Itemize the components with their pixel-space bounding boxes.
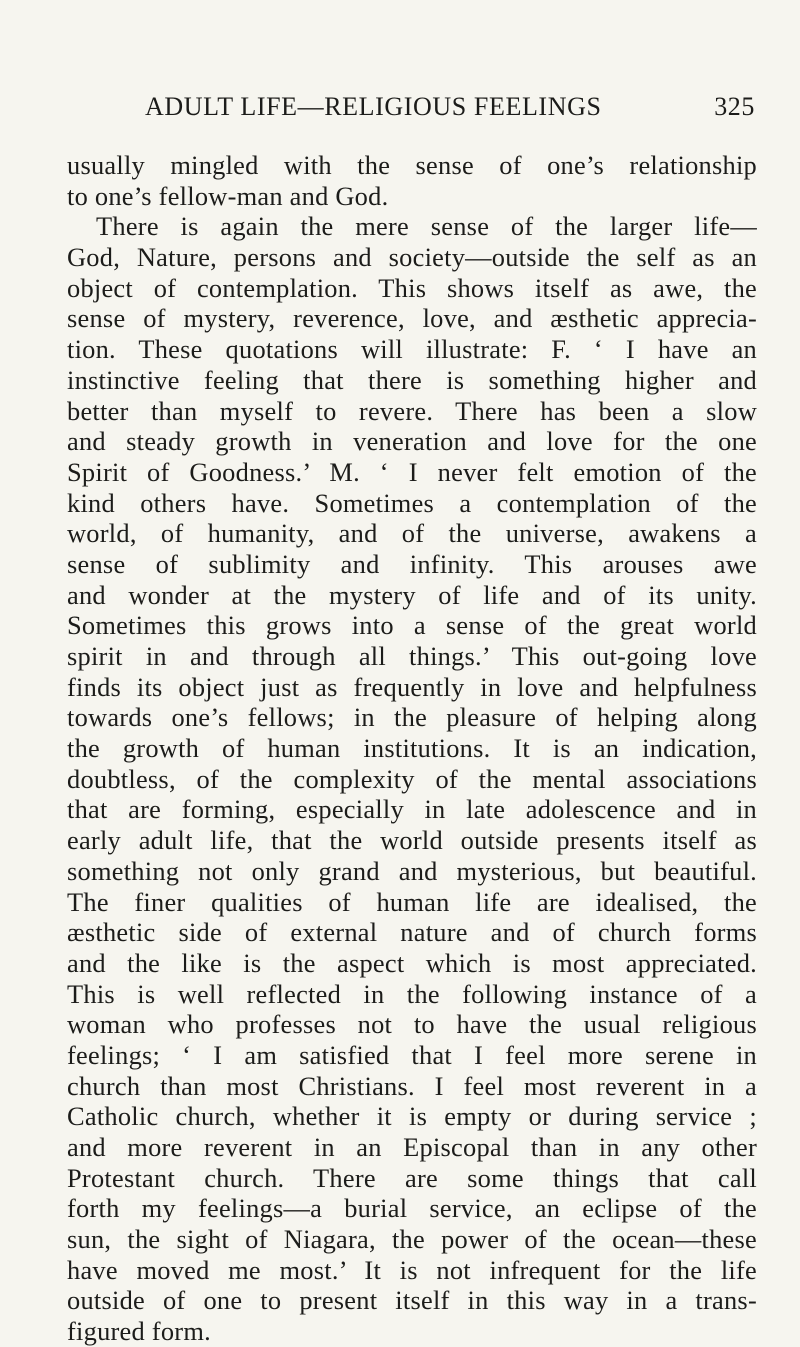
text-line: better than myself to revere. There has been a slow bbox=[67, 395, 757, 426]
text-line: and steady growth in veneration and love for the one bbox=[67, 426, 757, 457]
text-line: that are forming, especially in late adolescence and in bbox=[67, 794, 757, 825]
text-line: early adult life, that the world outside presents itself as bbox=[67, 825, 757, 856]
running-title: ADULT LIFE—RELIGIOUS FEELINGS bbox=[145, 92, 602, 121]
text-line: forth my feelings—a burial service, an eclipse of the bbox=[67, 1193, 757, 1224]
text-line: have moved me most.’ It is not infrequent for the life bbox=[67, 1254, 757, 1285]
text-line: church than most Christians. I feel most reverent in a bbox=[67, 1070, 757, 1101]
text-line: usually mingled with the sense of one’s relationship bbox=[67, 150, 757, 180]
text-line: Protestant church. There are some things that call bbox=[67, 1162, 757, 1193]
text-line: to one’s fellow-man and God. bbox=[67, 180, 389, 211]
text-line: kind others have. Sometimes a contemplation of the bbox=[67, 487, 757, 518]
running-head bbox=[145, 92, 755, 132]
text-line: sense of sublimity and infinity. This arouses awe bbox=[67, 548, 757, 579]
text-line: towards one’s fellows; in the pleasure of helping along bbox=[67, 702, 757, 733]
text-line: outside of one to present itself in this way in a trans- bbox=[67, 1285, 757, 1316]
text-line: Spirit of Goodness.’ M. ‘ I never felt emotion of the bbox=[67, 456, 757, 487]
text-line: sun, the sight of Niagara, the power of the ocean—these bbox=[67, 1224, 757, 1255]
text-line: something not only grand and mysterious, but beautiful. bbox=[67, 855, 757, 886]
text-line: and the like is the aspect which is most appreciated. bbox=[67, 947, 757, 978]
text-line: æsthetic side of external nature and of church forms bbox=[67, 917, 757, 948]
text-line: This is well reflected in the following instance of a bbox=[67, 978, 757, 1009]
text-line: the growth of human institutions. It is an indication, bbox=[67, 733, 757, 764]
text-line: world, of humanity, and of the universe, awakens a bbox=[67, 518, 757, 549]
text-line: God, Nature, persons and society—outside the self as an bbox=[67, 242, 757, 273]
text-line: woman who professes not to have the usual religious bbox=[67, 1009, 757, 1040]
text-line: There is again the mere sense of the larger life— bbox=[96, 211, 757, 242]
text-line: tion. These quotations will illustrate: F. ‘ I have an bbox=[67, 334, 757, 365]
text-line: and more reverent in an Episcopal than in any other bbox=[67, 1132, 757, 1162]
text-line: finds its object just as frequently in love and helpfulness bbox=[67, 671, 757, 702]
text-line: object of contemplation. This shows itself as awe, the bbox=[67, 272, 757, 303]
text-line: sense of mystery, reverence, love, and æsthetic apprecia- bbox=[67, 303, 757, 334]
text-line: feelings; ‘ I am satisfied that I feel more serene in bbox=[67, 1039, 757, 1070]
text-line: figured form. bbox=[67, 1316, 211, 1347]
text-line: and wonder at the mystery of life and of its unity. bbox=[67, 579, 757, 610]
body-text bbox=[67, 150, 757, 1347]
text-line: instinctive feeling that there is something higher and bbox=[67, 364, 757, 395]
text-line: spirit in and through all things.’ This out-going love bbox=[67, 641, 757, 671]
text-line: The finer qualities of human life are idealised, the bbox=[67, 886, 757, 917]
text-line: Catholic church, whether it is empty or during service ; bbox=[67, 1101, 757, 1132]
text-line: doubtless, of the complexity of the mental associations bbox=[67, 763, 757, 794]
text-line: Sometimes this grows into a sense of the great world bbox=[67, 610, 757, 641]
page-number: 325 bbox=[714, 92, 755, 121]
